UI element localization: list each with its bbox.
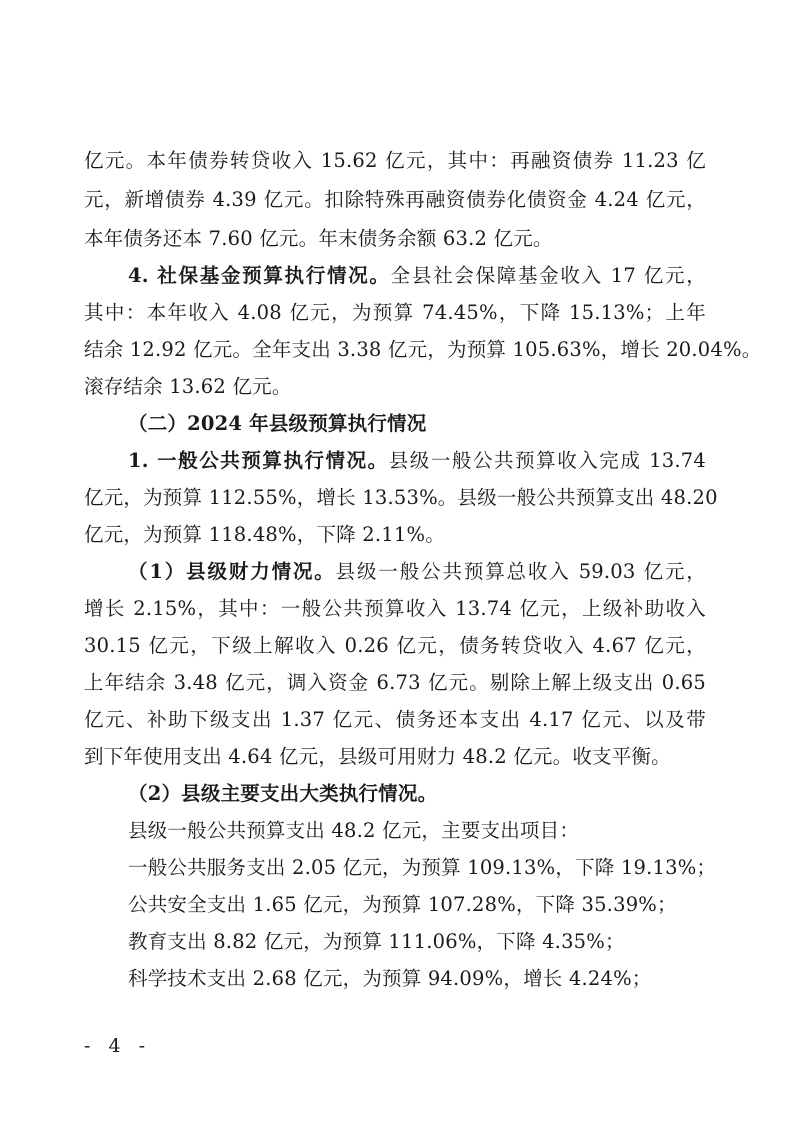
paragraph-line <box>84 295 706 331</box>
line-text: 亿元，为预算 112.55%，增长 13.53%。县级一般公共预算支出 48.20 <box>84 486 718 509</box>
paragraph-line <box>84 517 706 553</box>
paragraph-line <box>84 182 706 218</box>
paragraph-line <box>84 591 706 627</box>
line-text: 科学技术支出 2.68 亿元，为预算 94.09%，增长 4.24%； <box>128 967 652 990</box>
line-text: 结余 12.92 亿元。全年支出 3.38 亿元，为预算 105.63%，增长 20.04%。 <box>84 338 762 361</box>
document-page <box>84 0 762 1122</box>
subsection-2-heading <box>84 776 706 812</box>
line-text: 其中：本年收入 4.08 亿元，为预算 74.45%，下降 15.13%；上年 <box>84 301 706 324</box>
paragraph-line <box>84 739 706 775</box>
paragraph-line <box>84 332 762 368</box>
line-text: 上年结余 3.48 亿元，调入资金 6.73 亿元。剔除上解上级支出 0.65 <box>84 671 706 694</box>
line-text: 30.15 亿元，下级上解收入 0.26 亿元，债务转贷收入 4.67 亿元， <box>84 634 706 657</box>
line-text: 全县社会保障基金收入 17 亿元， <box>390 264 706 287</box>
subsection-1-paragraph <box>84 554 706 590</box>
expenditure-item <box>84 924 706 960</box>
paragraph-line <box>84 628 706 664</box>
line-text: 教育支出 8.82 亿元，为预算 111.06%，下降 4.35%； <box>128 930 625 953</box>
section-heading: （二）2024 年县级预算执行情况 <box>128 412 427 435</box>
line-text: 亿元，为预算 118.48%，下降 2.11%。 <box>84 523 445 546</box>
line-text: 县级一般公共预算总收入 59.03 亿元， <box>335 560 706 583</box>
section-heading: 4. 社保基金预算执行情况。 <box>128 264 391 287</box>
paragraph-line <box>84 143 706 179</box>
expenditure-item <box>84 961 706 997</box>
line-text: 到下年使用支出 4.64 亿元，县级可用财力 48.2 亿元。收支平衡。 <box>84 745 671 768</box>
line-text: 亿元。本年债券转贷收入 15.62 亿元，其中：再融资债券 11.23 亿 <box>84 149 706 172</box>
line-text: 一般公共服务支出 2.05 亿元，为预算 109.13%，下降 19.13%； <box>128 856 717 879</box>
page-number: - 4 - <box>84 1035 152 1057</box>
paragraph-line <box>84 813 706 849</box>
line-text: 元，新增债券 4.39 亿元。扣除特殊再融资债券化债资金 4.24 亿元， <box>84 188 706 211</box>
expenditure-item <box>84 850 717 886</box>
section-heading-county <box>84 406 706 442</box>
line-text: 县级一般公共预算收入完成 13.74 <box>388 449 706 472</box>
paragraph-line <box>84 702 706 738</box>
section-heading: （1）县级财力情况。 <box>128 560 336 583</box>
line-text: 亿元、补助下级支出 1.37 亿元、债务还本支出 4.17 亿元、以及带 <box>84 708 706 731</box>
line-text: 公共安全支出 1.65 亿元，为预算 107.28%，下降 35.39%； <box>128 893 677 916</box>
paragraph-line <box>84 221 706 257</box>
line-text: 滚存结余 13.62 亿元。 <box>84 375 292 398</box>
paragraph-line <box>84 480 718 516</box>
line-text: 增长 2.15%，其中：一般公共预算收入 13.74 亿元，上级补助收入 <box>84 597 706 620</box>
line-text: 县级一般公共预算支出 48.2 亿元，主要支出项目： <box>128 819 580 842</box>
paragraph-line <box>84 665 706 701</box>
line-text: 本年债务还本 7.60 亿元。年末债务余额 63.2 亿元。 <box>84 227 553 250</box>
section-1-paragraph <box>84 443 706 479</box>
section-heading: 1. 一般公共预算执行情况。 <box>128 449 389 472</box>
expenditure-item <box>84 887 706 923</box>
paragraph-line <box>84 369 706 405</box>
section-4-paragraph <box>84 258 706 294</box>
section-heading: （2）县级主要支出大类执行情况。 <box>128 782 438 805</box>
